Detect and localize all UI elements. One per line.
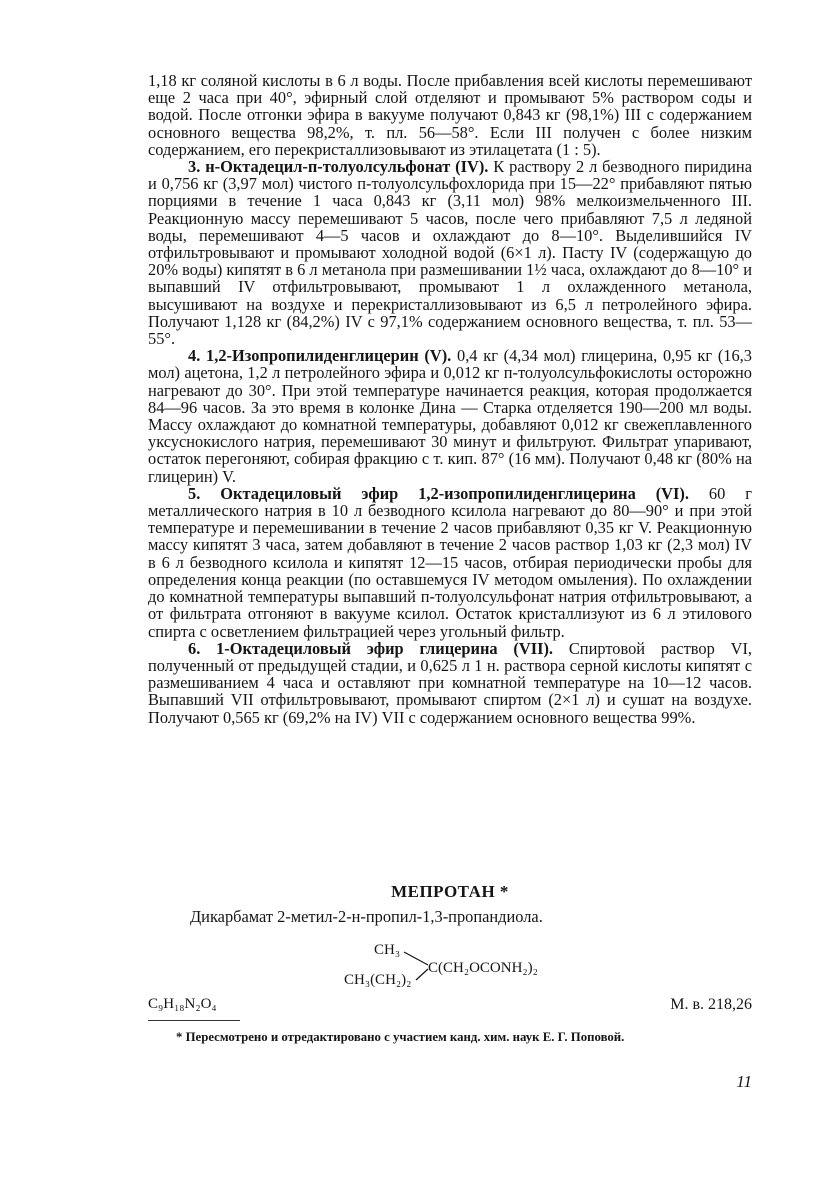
formula-chain: CH₃(CH₂)₂ <box>344 972 412 988</box>
paragraph-3 <box>148 347 752 485</box>
paragraph-2-text: К раствору 2 л безводного пиридина и 0,756 кг (3,97 мол) чистого п-толуолсульфохлорида при 15—22° прибавляют пятью порциями в течение 1 часа 0,843 кг (3,11 мол) 98% мелкоизмельченного III. Реакционную массу перемешивают 5 часов, после чего прибавляют 7,5 л ледяной воды, перемешивают 4—5 часов и охлаждают до 8—10°. Выделившийся IV отфильтровывают и промывают холодной водой (6×1 л). Пасту IV (содержащую до 20% воды) кипятят в 6 л метанола при размешивании 1½ часа, охлаждают до 8—10° и выпавший IV отфильтровывают, промывают 1 л охлажденного метанола, высушивают на воздухе и перекристаллизовывают из 6,5 л петролейного эфира. Получают 1,128 кг (84,2%) IV с 97,1% содержанием основного вещества, т. пл. 53—55°. <box>148 157 752 349</box>
paragraph-4-head: 5. Октадециловый эфир 1,2-изопропилиденглицерина (VI). <box>188 483 689 503</box>
section-subtitle: Дикарбамат 2-метил-2-н-пропил-1,3-пропандиола. <box>190 907 543 926</box>
bond-upper <box>404 952 428 965</box>
paragraph-2 <box>148 158 752 347</box>
molecular-weight: М. в. 218,26 <box>670 996 752 1013</box>
bond-lower <box>416 969 428 980</box>
paragraph-1 <box>148 72 752 158</box>
formula-ch3: CH₃ <box>374 942 401 958</box>
molecular-formula: C₉H₁₈N₂O₄ <box>148 996 217 1012</box>
structural-formula <box>344 938 604 996</box>
paragraph-4 <box>148 485 752 640</box>
formula-center: C(CH₂OCONH₂)₂ <box>428 960 538 976</box>
paragraph-1-text: 1,18 кг соляной кислоты в 6 л воды. После прибавления всей кислоты перемешивают еще 2 часа при 40°, эфирный слой отделяют и промывают 5% раствором соды и водой. После отгонки эфира в вакууме получают 0,843 кг (98,1%) III с содержанием основного вещества 98,2%, т. пл. 56—58°. Если III получен с более низким содержанием, его перекристаллизовывают из этилацетата (1 : 5). <box>148 71 752 159</box>
page-number: 11 <box>736 1072 752 1091</box>
section-title: МЕПРОТАН * <box>391 882 509 901</box>
paragraph-5-text: Спиртовой раствор VI, полученный от предыдущей стадии, и 0,625 л 1 н. раствора серной кислоты кипятят с размешиванием 4 часа и оставляют при комнатной температуре на 10—12 часов. Выпавший VII отфильтровывают, промывают спиртом (2×1 л) и сушат на воздухе. Получают 0,565 кг (69,2% на IV) VII с содержанием основного вещества 99%. <box>148 638 752 727</box>
paragraph-4-text: 60 г металлического натрия в 10 л безводного ксилола нагревают до 80—90° и при этой температуре и перемешивании в течение 2 часов прибавляют 0,35 кг V. Реакционную массу кипятят 3 часа, затем добавляют в течение 2 часов раствор 1,03 кг (2,3 мол) IV в 6 л безводного ксилола и кипятят 12—15 часов, отбирая периодически пробы для определения конца реакции (по оставшемуся IV методом омыления). По охлаждении до комнатной температуры выпавший п-толуолсульфонат натрия отфильтровывают, а от фильтрата отгоняют в вакууме ксилол. Остаток кристаллизуют из 6 л этилового спирта с осветлением фильтрацией через угольный фильтр. <box>148 483 752 641</box>
paragraph-5-head: 6. 1-Октадециловый эфир глицерина (VII). <box>188 638 554 658</box>
paragraph-3-head: 4. 1,2-Изопропилиденглицерин (V). <box>188 346 452 366</box>
paragraph-5 <box>148 640 752 726</box>
paragraph-2-head: 3. н-Октадецил-п-толуолсульфонат (IV). <box>188 157 489 177</box>
footnote: * Пересмотрено и отредактировано с участием канд. хим. наук Е. Г. Поповой. <box>176 1030 625 1044</box>
paragraph-3-text: 0,4 кг (4,34 мол) глицерина, 0,95 кг (16,3 мол) ацетона, 1,2 л петролейного эфира и 0,012 кг п-толуолсульфокислоты осторожно нагревают до 30°. При этой температуре начинается реакция, которая продолжается 84—96 часов. За это время в колонке Дина — Старка отделяется 190—200 мл воды. Массу охлаждают до комнатной температуры, добавляют 0,012 кг свежеплавленного уксуснокислого натрия, перемешивают 30 минут и фильтруют. Фильтрат упаривают, остаток перегоняют, собирая фракцию с т. кип. 87° (16 мм). Получают 0,48 кг (80% на глицерин) V. <box>148 346 752 486</box>
page-body <box>148 71 752 1091</box>
footnote-divider <box>148 1020 240 1021</box>
